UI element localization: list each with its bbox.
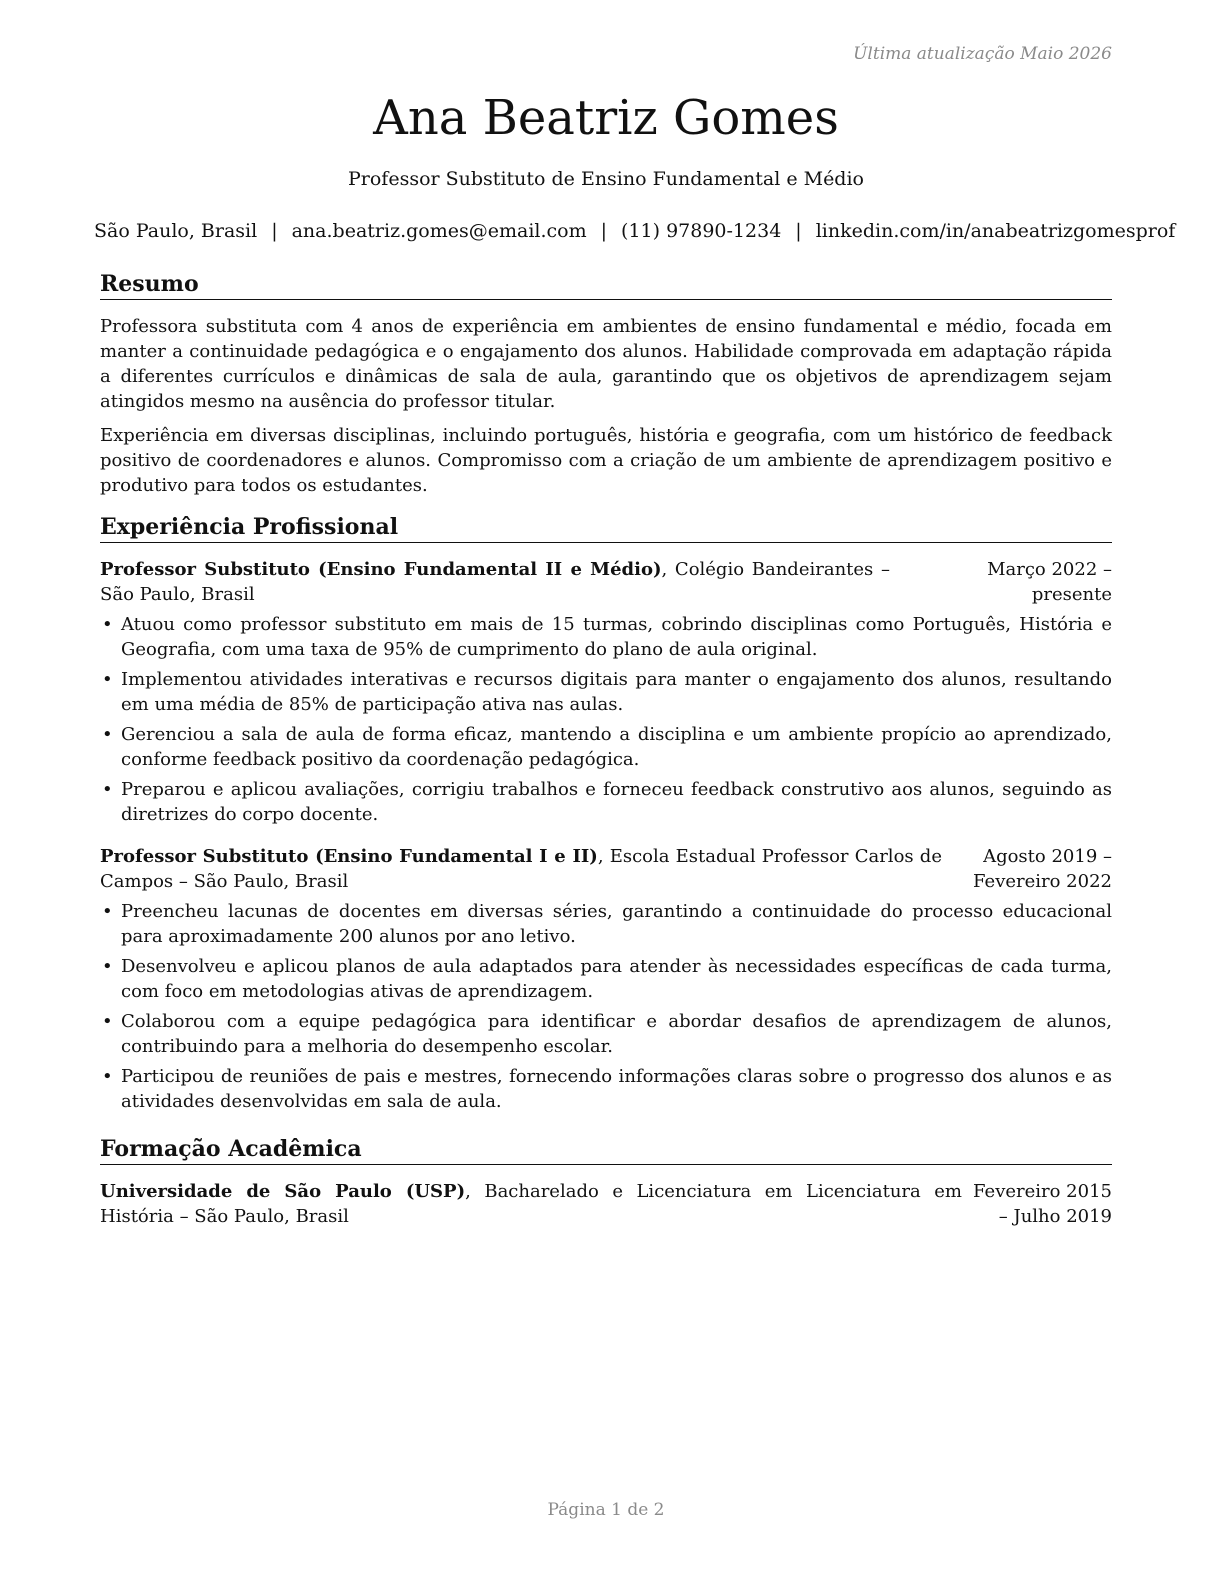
- section-title-education: Formação Acadêmica: [100, 1135, 1112, 1165]
- contact-separator: |: [271, 220, 278, 242]
- candidate-name: Ana Beatriz Gomes: [373, 90, 839, 146]
- job-bullet: • Desenvolveu e aplicou planos de aula adaptados para atender às necessidades específicas de cada turma, com foco em metodologias ativas de aprendizagem.: [102, 956, 1112, 1002]
- education-dates: Fevereiro 2015 – Julho 2019: [973, 1181, 1112, 1227]
- contact-location: São Paulo, Brasil: [94, 220, 258, 242]
- job-bullet: • Participou de reuniões de pais e mestres, fornecendo informações claras sobre o progresso dos alunos e as atividades desenvolvidas em sala de aula.: [102, 1066, 1112, 1112]
- job-role: Professor Substituto (Ensino Fundamental I e II): [100, 846, 598, 867]
- job-bullet: • Colaborou com a equipe pedagógica para identificar e abordar desafios de aprendizagem de alunos, contribuindo para a melhoria do desempenho escolar.: [102, 1011, 1112, 1057]
- job-organization: , Escola Estadual Professor Carlos de Campos – São Paulo, Brasil: [100, 846, 942, 892]
- contact-separator: |: [600, 220, 608, 242]
- education-degree: , Bacharelado e Licenciatura em Licenciatura em História – São Paulo, Brasil: [100, 1181, 962, 1227]
- job-header: [100, 557, 1112, 607]
- job-bullets: [100, 899, 1112, 1114]
- education-title-line: [100, 1179, 962, 1229]
- education-institution: Universidade de São Paulo (USP): [100, 1181, 466, 1202]
- job-bullet: • Preencheu lacunas de docentes em diversas séries, garantindo a continuidade do processo educacional para aproximadamente 200 alunos por ano letivo.: [102, 901, 1112, 947]
- resume-page: [94, 0, 1176, 1584]
- experience-section: [100, 513, 1112, 1119]
- job-role: Professor Substituto (Ensino Fundamental II e Médio): [100, 559, 662, 580]
- contact-phone: (11) 97890-1234: [621, 220, 782, 242]
- summary-paragraph: Professora substituta com 4 anos de experiência em ambientes de ensino fundamental e médio, focada em manter a continuidade pedagógica e o engajamento dos alunos. Habilidade comprovada em adaptação rápida a diferentes currículos e dinâmicas de sala de aula, garantindo que os objetivos de aprendizagem sejam atingidos mesmo na ausência do professor titular.: [100, 316, 1112, 412]
- section-title-experience: Experiência Profissional: [100, 513, 1112, 543]
- education-section: [100, 1135, 1112, 1229]
- job-bullet: • Preparou e aplicou avaliações, corrigiu trabalhos e forneceu feedback construtivo aos alunos, seguindo as diretrizes do corpo docente.: [102, 779, 1112, 825]
- headline: Professor Substituto de Ensino Fundamental e Médio: [348, 168, 864, 190]
- page-number: Página 1 de 2: [547, 1500, 665, 1520]
- job-entry: [100, 844, 1112, 1114]
- job-header: [100, 844, 1112, 894]
- job-dates: Março 2022 – presente: [987, 559, 1112, 605]
- job-title-line: [100, 557, 890, 607]
- job-bullets: [100, 612, 1112, 827]
- last-updated: Última atualização Maio 2026: [853, 44, 1112, 64]
- job-bullet: • Atuou como professor substituto em mais de 15 turmas, cobrindo disciplinas como Português, História e Geografia, com uma taxa de 95% de cumprimento do plano de aula original.: [102, 614, 1112, 660]
- job-bullet: • Gerenciou a sala de aula de forma eficaz, mantendo a disciplina e um ambiente propício ao aprendizado, conforme feedback positivo da coordenação pedagógica.: [102, 724, 1112, 770]
- education-header: [100, 1179, 1112, 1229]
- job-dates: Agosto 2019 – Fevereiro 2022: [973, 846, 1112, 892]
- contact-separator: |: [795, 220, 802, 242]
- summary-paragraph: Experiência em diversas disciplinas, incluindo português, história e geografia, com um histórico de feedback positivo de coordenadores e alunos. Compromisso com a criação de um ambiente de aprendizagem positivo e produtivo para todos os estudantes.: [100, 425, 1112, 496]
- contact-line: [94, 218, 1176, 244]
- job-entry: [100, 557, 1112, 827]
- summary-section: [100, 270, 1112, 498]
- job-bullet: • Implementou atividades interativas e recursos digitais para manter o engajamento dos alunos, resultando em uma média de 85% de participação ativa nas aulas.: [102, 669, 1112, 715]
- education-entry: [100, 1179, 1112, 1229]
- job-title-line: [100, 844, 942, 894]
- section-title-summary: Resumo: [100, 270, 1112, 300]
- contact-email[interactable]: ana.beatriz.gomes@email.com: [291, 220, 587, 242]
- job-organization: , Colégio Bandeirantes – São Paulo, Brasil: [100, 559, 891, 605]
- contact-linkedin[interactable]: linkedin.com/in/anabeatrizgomesprof: [815, 220, 1176, 242]
